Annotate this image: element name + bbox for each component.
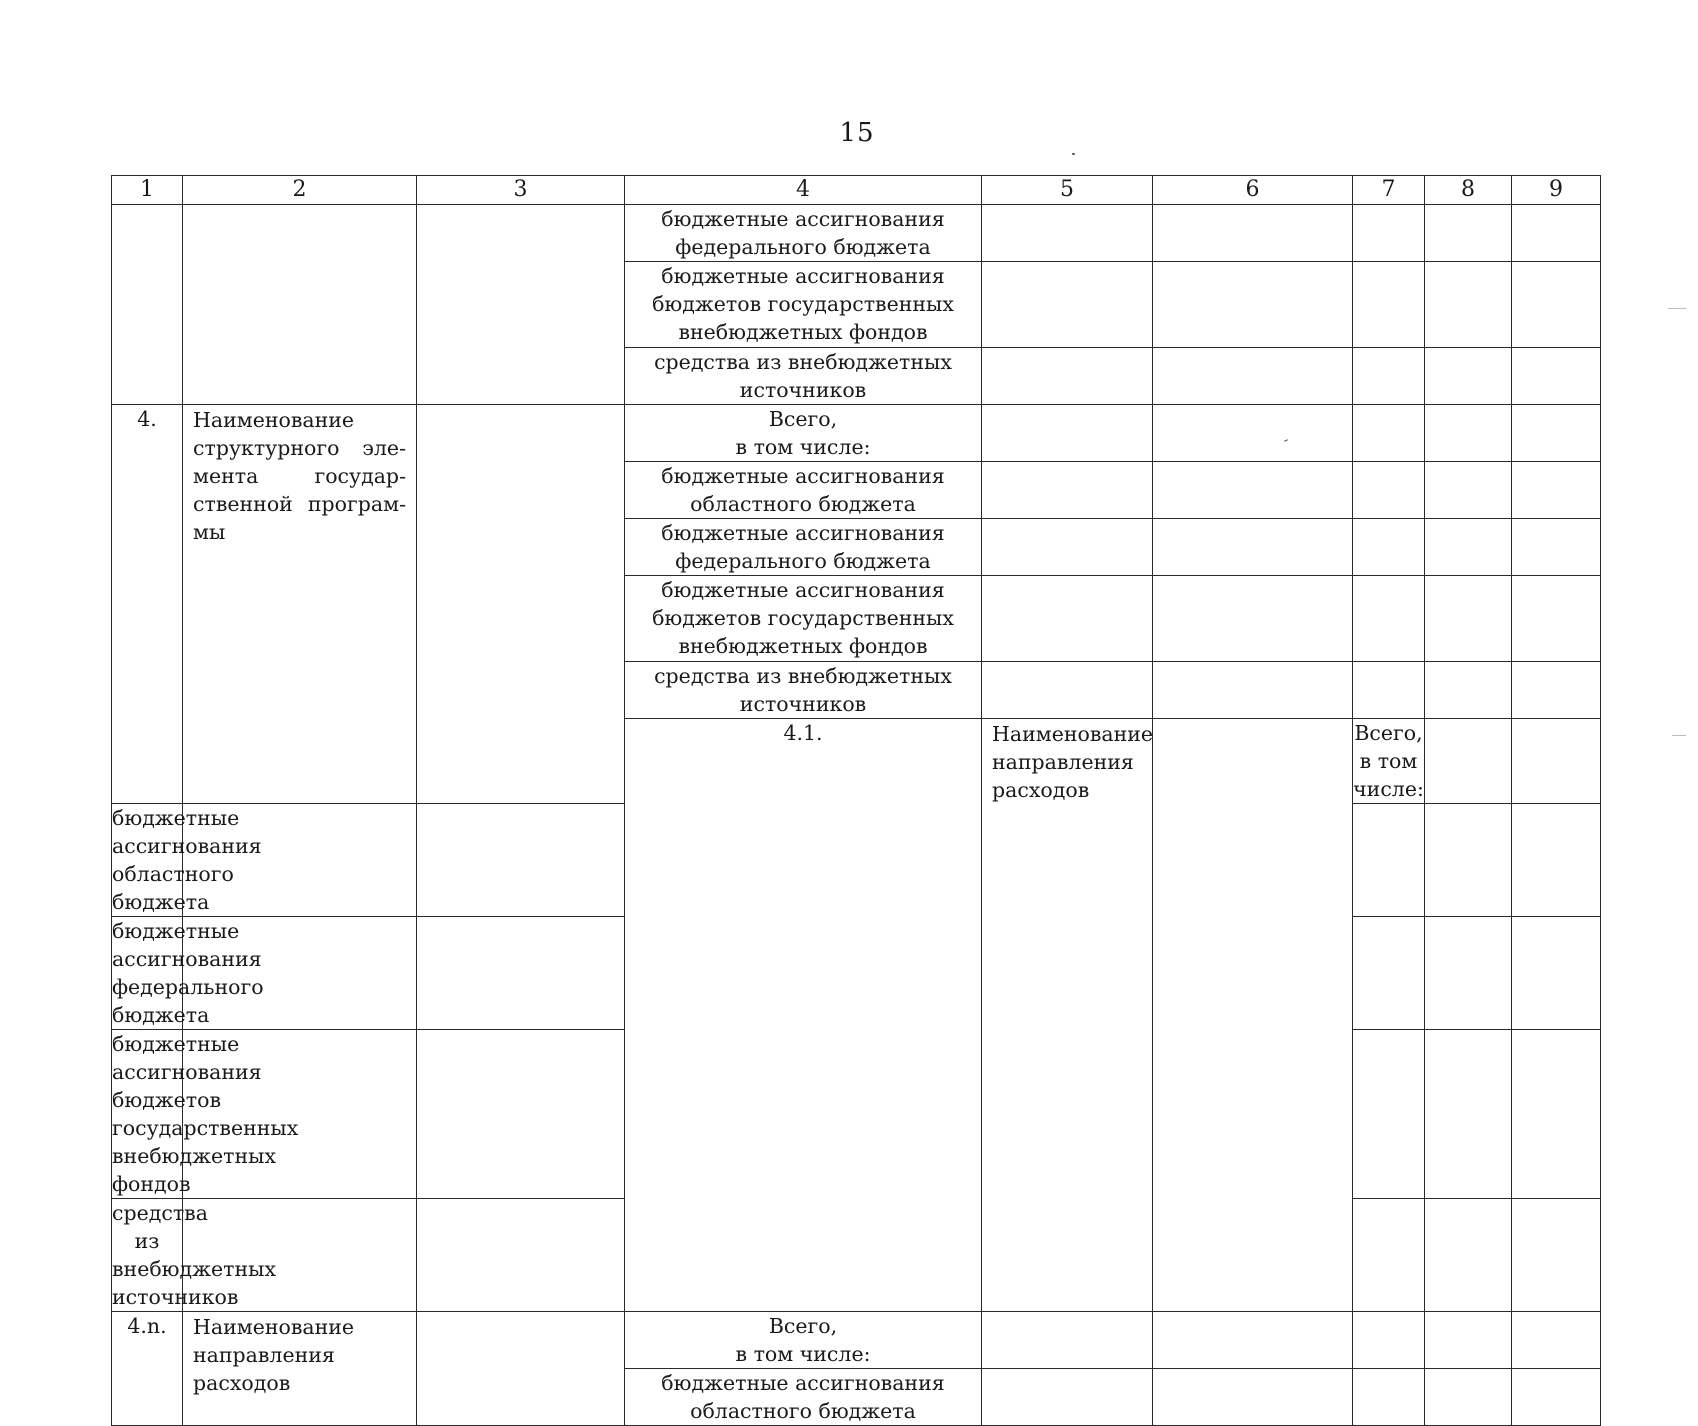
value-cell <box>982 576 1153 662</box>
value-cell <box>1512 719 1601 804</box>
value-cell <box>1153 519 1353 576</box>
value-cell <box>1153 1369 1353 1426</box>
row-number: 4. <box>112 405 183 804</box>
value-cell <box>1153 262 1353 348</box>
value-cell <box>1425 462 1512 519</box>
header-col-8: 8 <box>1425 176 1512 205</box>
source-federal: бюджетные ассигнования федерального бюджета <box>625 205 982 262</box>
value-cell <box>1353 1369 1425 1426</box>
value-cell <box>982 1369 1153 1426</box>
value-cell <box>1353 804 1425 917</box>
value-cell <box>1153 1312 1353 1369</box>
value-cell <box>1512 1030 1601 1199</box>
source-total: Всего, в том числе: <box>625 1312 982 1369</box>
source-extrabudgetary-funds: бюджетные ассигнования бюджетов государственных внебюджетных фондов <box>625 262 982 348</box>
header-col-6: 6 <box>1153 176 1353 205</box>
table-row <box>112 405 1601 462</box>
value-cell <box>1425 576 1512 662</box>
responsible-cell <box>417 1312 625 1426</box>
value-cell <box>1425 917 1512 1030</box>
value-cell <box>1425 804 1512 917</box>
value-cell <box>1512 576 1601 662</box>
header-row <box>112 176 1601 205</box>
value-cell <box>1353 1199 1425 1312</box>
value-cell <box>982 1312 1153 1369</box>
value-cell <box>1353 348 1425 405</box>
header-col-3: 3 <box>417 176 625 205</box>
header-col-2: 2 <box>183 176 417 205</box>
value-cell <box>1153 462 1353 519</box>
value-cell <box>1425 205 1512 262</box>
value-cell <box>1425 348 1512 405</box>
value-cell <box>1425 719 1512 804</box>
header-col-9: 9 <box>1512 176 1601 205</box>
value-cell <box>1353 462 1425 519</box>
row-number: 4.n. <box>112 1312 183 1426</box>
source-offbudget: средства из внебюджетных источников <box>625 662 982 719</box>
source-regional: бюджетные ассигнования областного бюджета <box>112 804 183 917</box>
scan-edge-mark <box>1668 308 1686 309</box>
row-name: Наименование направления расходов <box>183 1312 417 1426</box>
value-cell <box>1353 405 1425 462</box>
source-federal: бюджетные ассигнования федерального бюджета <box>112 917 183 1030</box>
value-cell <box>1353 576 1425 662</box>
header-col-4: 4 <box>625 176 982 205</box>
value-cell <box>1512 405 1601 462</box>
value-cell <box>1512 348 1601 405</box>
value-cell <box>1512 1369 1601 1426</box>
page-number: 15 <box>839 118 875 148</box>
value-cell <box>1153 405 1353 462</box>
row-name: Наименование структурного элемента государственной программы <box>183 405 417 804</box>
value-cell <box>183 1199 417 1312</box>
value-cell <box>982 662 1153 719</box>
value-cell <box>982 519 1153 576</box>
value-cell <box>982 405 1153 462</box>
value-cell <box>1425 1199 1512 1312</box>
header-col-7: 7 <box>1353 176 1425 205</box>
source-total: Всего, в том числе: <box>1353 719 1425 804</box>
value-cell <box>982 348 1153 405</box>
value-cell <box>417 1030 625 1199</box>
table-row <box>112 1312 1601 1369</box>
header-col-5: 5 <box>982 176 1153 205</box>
value-cell <box>1153 662 1353 719</box>
value-cell <box>417 804 625 917</box>
value-cell <box>1512 917 1601 1030</box>
header-col-1: 1 <box>112 176 183 205</box>
value-cell <box>1425 405 1512 462</box>
value-cell <box>1353 1312 1425 1369</box>
value-cell <box>1153 576 1353 662</box>
value-cell <box>1425 519 1512 576</box>
table-row <box>112 205 1601 262</box>
value-cell <box>1425 262 1512 348</box>
source-offbudget: средства из внебюджетных источников <box>112 1199 183 1312</box>
value-cell <box>1425 1030 1512 1199</box>
row-number: 4.1. <box>625 719 982 1312</box>
source-extrabudgetary-funds: бюджетные ассигнования бюджетов государственных внебюджетных фондов <box>112 1030 183 1199</box>
value-cell <box>1512 262 1601 348</box>
row-number <box>112 205 183 405</box>
value-cell <box>417 917 625 1030</box>
value-cell <box>982 262 1153 348</box>
value-cell <box>1353 262 1425 348</box>
value-cell <box>1512 205 1601 262</box>
value-cell <box>1353 662 1425 719</box>
value-cell <box>982 462 1153 519</box>
value-cell <box>1353 205 1425 262</box>
source-offbudget: средства из внебюджетных источников <box>625 348 982 405</box>
value-cell <box>1512 519 1601 576</box>
scan-edge-mark <box>1672 735 1686 736</box>
value-cell <box>1353 1030 1425 1199</box>
value-cell <box>1153 205 1353 262</box>
value-cell <box>1512 804 1601 917</box>
value-cell <box>1153 348 1353 405</box>
budget-allocation-table <box>111 175 1601 1426</box>
scan-speck <box>1072 153 1075 155</box>
source-regional: бюджетные ассигнования областного бюджета <box>625 462 982 519</box>
responsible-cell <box>417 405 625 804</box>
source-total: Всего, в том числе: <box>625 405 982 462</box>
value-cell <box>1353 519 1425 576</box>
source-extrabudgetary-funds: бюджетные ассигнования бюджетов государственных внебюджетных фондов <box>625 576 982 662</box>
value-cell <box>417 1199 625 1312</box>
value-cell <box>1512 462 1601 519</box>
value-cell <box>1512 662 1601 719</box>
source-regional: бюджетные ассигнования областного бюджета <box>625 1369 982 1426</box>
row-name: Наименование направления расходов <box>982 719 1153 1312</box>
value-cell <box>1425 662 1512 719</box>
responsible-cell <box>1153 719 1353 1312</box>
value-cell <box>1512 1312 1601 1369</box>
row-name <box>183 205 417 405</box>
value-cell <box>1425 1312 1512 1369</box>
value-cell <box>1512 1199 1601 1312</box>
source-federal: бюджетные ассигнования федерального бюджета <box>625 519 982 576</box>
value-cell <box>1353 917 1425 1030</box>
value-cell <box>1425 1369 1512 1426</box>
value-cell <box>982 205 1153 262</box>
responsible-cell <box>417 205 625 405</box>
